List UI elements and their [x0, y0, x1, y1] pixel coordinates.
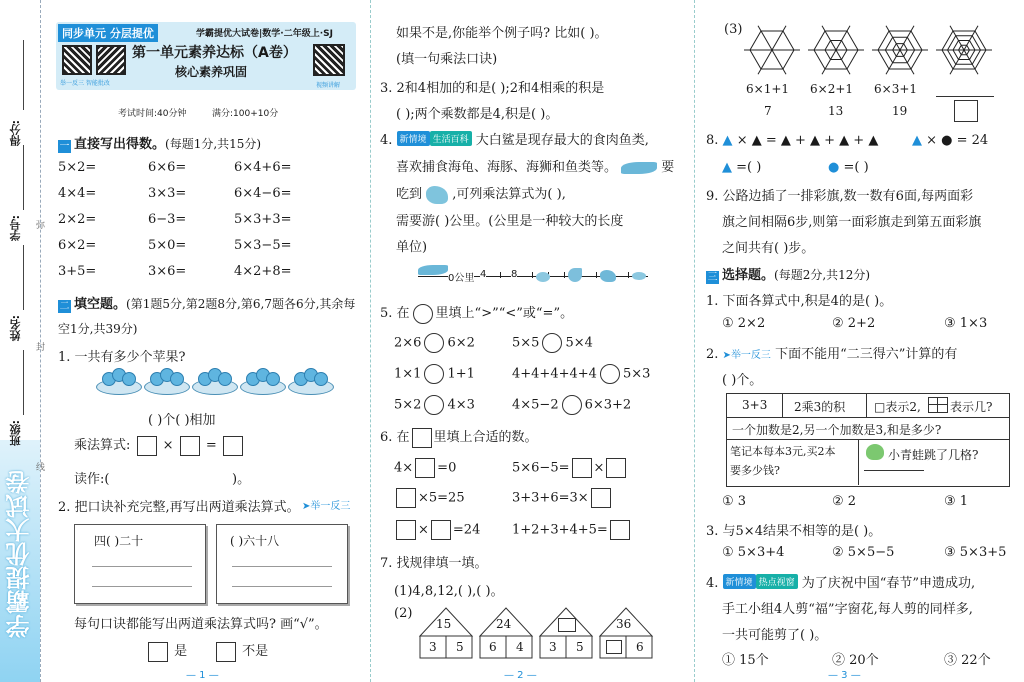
q8-equation-1: × ▲ = ▲ + ▲ + ▲ + ▲: [736, 133, 879, 148]
house-top-number: 36: [616, 617, 632, 631]
web-expression: 6×3+1: [874, 82, 918, 96]
q1-formula-label: 乘法算式:: [74, 438, 131, 453]
fish-icon: [632, 272, 646, 280]
web-expression: 6×2+1: [810, 82, 854, 96]
compare-expr: 4+4+4+4+4: [512, 366, 597, 382]
c1-option-2[interactable]: ② 2+2: [832, 316, 876, 331]
compare-circle[interactable]: [424, 364, 444, 384]
shark-on-line-icon: [418, 265, 448, 275]
answer-box[interactable]: [572, 458, 592, 478]
c3-option-3[interactable]: ③ 5×3+5: [944, 545, 1007, 560]
middle-top-line2: (填一句乘法口诀): [396, 52, 498, 67]
compare-circle[interactable]: [424, 333, 444, 353]
q4-text-b-tail: 要: [661, 160, 675, 175]
answer-box[interactable]: [137, 436, 157, 456]
q6-row3-right: 1+2+3+4+5=: [512, 520, 632, 540]
section1-item: 6×4+6=: [234, 160, 292, 175]
house-left-number: 6: [489, 640, 497, 654]
q9-line1: 9. 公路边插了一排彩旗,数一数有6面,每两面彩: [706, 189, 974, 204]
house-answer-box[interactable]: [606, 640, 622, 654]
c2-line2: ( )个。: [722, 373, 763, 388]
section1-item: 5×3−5=: [234, 238, 292, 253]
compare-expr: 5×3: [622, 366, 651, 382]
house-answer-box[interactable]: [558, 618, 576, 632]
compare-expr: 1+1: [447, 366, 475, 382]
web-value: 13: [828, 104, 844, 118]
compare-circle[interactable]: [542, 333, 562, 353]
table-vline-1: [782, 393, 783, 417]
card2-line-2: [232, 586, 332, 587]
c4-tag-hot: 热点视窗: [756, 574, 798, 589]
rhyme-card-2-text: ( )六十八: [230, 534, 280, 548]
full-score: 满分:100+10分: [212, 109, 279, 119]
q4-line4: 需要游( )公里。(公里是一种较大的长度: [396, 214, 624, 229]
seal-dashed-line: [40, 0, 41, 682]
number-line-tick: [532, 272, 533, 278]
compare-expr: 2×6: [394, 335, 422, 351]
compare-expr: 1×1: [394, 366, 422, 382]
q6-prefix: 6. 在: [380, 430, 410, 445]
compare-circle[interactable]: [562, 395, 582, 415]
q1-read-close: )。: [232, 472, 251, 487]
turtle-icon: [536, 272, 550, 282]
page-number-3: — 3 —: [828, 670, 861, 681]
section2-heading: [58, 292, 358, 342]
table-r2: 一个加数是2,另一个加数是3,和是多少?: [732, 423, 942, 437]
qr-right-caption: 视频讲解: [316, 82, 341, 89]
section1-note: (每题1分,共15分): [165, 137, 262, 151]
qr-code-left-2[interactable]: [96, 45, 126, 75]
answer-box[interactable]: [610, 520, 630, 540]
section1-number: 一: [59, 141, 70, 152]
compare-left: [394, 364, 475, 384]
house-right-number: 5: [456, 640, 464, 654]
answer-box[interactable]: [396, 520, 416, 540]
student-id-label: 学号:: [9, 215, 22, 242]
house-top-number: 15: [436, 617, 452, 631]
number-house: [478, 606, 534, 660]
c3-option-1[interactable]: ① 5×3+4: [722, 545, 785, 560]
middle-top-line1: 如果不是,你能举个例子吗? 比如( )。: [396, 26, 608, 41]
column-divider-2: [694, 0, 695, 682]
q6-row2-right: 3+3+6=3×: [512, 488, 613, 508]
q2-no: [214, 640, 268, 662]
web-expression: 6×1+1: [746, 82, 790, 96]
q6-row2-left: ×5=25: [394, 488, 465, 508]
compare-expr: 4×5−2: [512, 397, 559, 413]
table-vline-3: [858, 439, 859, 485]
shark-icon: [621, 162, 657, 174]
card1-line-2: [92, 586, 192, 587]
apple-icon: [314, 372, 328, 386]
c3-option-2[interactable]: ② 5×5−5: [832, 545, 895, 560]
section1-item: 5×3+3=: [234, 212, 292, 227]
compare-expr: 4×3: [447, 397, 475, 413]
section3-number: 三: [707, 272, 718, 283]
section1-item: 6−3=: [148, 212, 187, 227]
answer-box[interactable]: [415, 458, 435, 478]
compare-right: [512, 395, 631, 415]
q6-text: [380, 426, 538, 448]
web-answer-box[interactable]: [954, 100, 978, 122]
section1-title: 直接写出得数。: [74, 137, 166, 152]
table-vline-2: [866, 393, 867, 417]
c4-option-2[interactable]: ② 20个: [832, 653, 879, 668]
apple-icon: [218, 372, 232, 386]
q8-answer-2-text: =( ): [843, 160, 869, 175]
q1-blank-line: ( )个( )相加: [148, 413, 216, 428]
q7-part3-label: (3): [724, 22, 743, 37]
section1-item: 3+5=: [58, 264, 97, 279]
house-right-number: 4: [516, 640, 524, 654]
exam-time: 考试时间:40分钟: [118, 109, 187, 119]
spider-web: [867, 20, 933, 80]
sample-circle: [413, 304, 433, 324]
compare-expr: 5×4: [565, 335, 593, 351]
compare-circle[interactable]: [600, 364, 620, 384]
spine-brand: 学霸提优大试卷: [6, 470, 34, 638]
section1-item: 5×2=: [58, 160, 97, 175]
answer-box[interactable]: [396, 488, 416, 508]
grid-shape-icon: [928, 397, 948, 413]
no-label: 不是: [242, 644, 269, 659]
triangle-icon: ▲: [912, 133, 922, 148]
q4-text-a: 大白鲨是现存最大的食肉鱼类,: [475, 133, 649, 148]
spider-web: [739, 20, 805, 80]
compare-expr: 5×2: [394, 397, 422, 413]
c3-text: 3. 与5×4结果不相等的是( )。: [706, 524, 882, 539]
q8-answer-2: [828, 160, 869, 175]
section1-item: 3×3=: [148, 186, 187, 201]
compare-expr: 5×5: [512, 335, 540, 351]
q8-answer-1: [722, 160, 761, 175]
table-r3c1b: 要多少钱?: [730, 464, 780, 477]
number-line-label-0: 0公里: [448, 269, 474, 284]
section1-item: 6×6=: [148, 160, 187, 175]
number-line-tick: [628, 272, 629, 278]
compare-right: [512, 333, 593, 353]
section1-item: 5×0=: [148, 238, 187, 253]
q1-read-label: 读作:(: [74, 472, 110, 487]
q3-line2: ( );两个乘数都是4,积是( )。: [396, 107, 559, 122]
c1-text: 1. 下面各算式中,积是4的是( )。: [706, 294, 893, 309]
section1-item: 4×4=: [58, 186, 97, 201]
c1-option-3[interactable]: ③ 1×3: [944, 316, 988, 331]
circle-icon: ●: [828, 160, 840, 175]
q8-number: 8.: [706, 133, 719, 148]
column-divider-1: [370, 0, 371, 682]
seal-word-2: 封: [36, 343, 46, 353]
compare-left: [394, 395, 475, 415]
c2-option-1[interactable]: ① 3: [722, 494, 747, 509]
section3-note: (每题2分,共12分): [774, 268, 871, 282]
c4-option-1[interactable]: ① 15个: [722, 653, 769, 668]
section1-item: 6×4−6=: [234, 186, 292, 201]
class-line: [23, 350, 24, 415]
c1-option-1[interactable]: ① 2×2: [722, 316, 766, 331]
q7-text: 7. 找规律填一填。: [380, 556, 488, 571]
qr-code-right[interactable]: [313, 44, 345, 76]
page-subtitle: 核心素养巩固: [175, 65, 248, 79]
c4-text-a: 为了庆祝中国“春节”申遗成功,: [801, 576, 976, 591]
compare-left: [394, 333, 475, 353]
c4-tag-new: 新情境: [723, 574, 756, 589]
seal-word-3: 线: [36, 463, 46, 473]
c4-line3: 一共可能剪了( )。: [722, 628, 828, 643]
table-hline-2: [726, 439, 1009, 440]
q1-text: 1. 一共有多少个苹果?: [58, 350, 186, 365]
c2-tag-label: 举一反三: [730, 350, 771, 361]
apple-icon: [122, 372, 136, 386]
section1-item: 2×2=: [58, 212, 97, 227]
page-title: 第一单元素养达标（A卷）: [132, 45, 297, 61]
number-house: [418, 606, 474, 660]
c2-tag: ➤举一反三: [722, 350, 771, 361]
c4-line2: 手工小组4人剪“福”字窗花,每人剪的同样多,: [722, 602, 973, 617]
page-number-1: — 1 —: [186, 670, 219, 681]
c2-line1: 2. ➤举一反三 下面不能用“二三得六”计算的有: [706, 347, 958, 362]
q5-prefix: 5. 在: [380, 306, 410, 321]
name-label: 姓名:: [9, 315, 22, 342]
c2-text-a: 下面不能用“二三得六”计算的有: [775, 347, 958, 362]
web-expression-line: [936, 96, 994, 97]
name-line: [23, 245, 24, 310]
card2-line-1: [232, 566, 332, 567]
section1-heading: [58, 133, 261, 153]
compare-expr: 6×3+2: [584, 397, 632, 413]
q4-line5: 单位): [396, 240, 428, 255]
q5-text: [380, 302, 573, 324]
seal-word-1: 弥: [36, 221, 46, 231]
q8-equation-2: × ● = 24: [926, 133, 989, 148]
section3-title: 选择题。: [722, 268, 775, 283]
q3-line1: 3. 2和4相加的和是( );2和4相乘的积是: [380, 81, 605, 96]
c4-option-3[interactable]: ③ 22个: [944, 653, 991, 668]
web-value: 7: [764, 104, 772, 118]
q4-tag-life: 生活百科: [430, 131, 472, 146]
q4-text-c: ,可列乘法算式为( ),: [452, 187, 566, 202]
frog-track: [864, 470, 924, 471]
q2-ask: 每句口诀都能写出两道乘法算式吗? 画“√”。: [74, 617, 328, 632]
q4-text-c-pre: 吃到: [396, 187, 423, 202]
q2-yes: [146, 640, 187, 662]
q4-line1: 4. 新情境 生活百科 大白鲨是现存最大的食肉鱼类,: [380, 133, 649, 148]
apple-icon: [266, 372, 280, 386]
score-line: [23, 40, 24, 110]
q7-part2-label: (2): [394, 606, 413, 621]
number-line-label-8: 8: [511, 269, 518, 280]
section3-heading: [706, 264, 870, 284]
triangle-icon: ▲: [722, 133, 733, 148]
spider-web: [803, 20, 869, 80]
yes-label: 是: [174, 644, 188, 659]
answer-box[interactable]: [591, 488, 611, 508]
q8-line1: [706, 133, 878, 148]
dolphin-icon: [568, 268, 582, 282]
sample-box: [412, 428, 432, 448]
table-r3c2: 小青蛙跳了几格?: [888, 448, 979, 462]
number-line-tick: [596, 272, 597, 278]
section2-title: 填空题。: [74, 297, 127, 312]
q8-answer-1-text: =( ): [736, 160, 762, 175]
table-r1c4: 表示几?: [950, 400, 993, 414]
web-value: 19: [892, 104, 908, 118]
answer-box[interactable]: [180, 436, 200, 456]
number-line-tick: [500, 272, 501, 278]
compare-circle[interactable]: [424, 395, 444, 415]
q9-line2: 旗之间相隔6步,则第一面彩旗走到第五面彩旗: [722, 215, 982, 230]
frog-icon: [866, 444, 884, 460]
q4-line2: [396, 156, 674, 175]
section2-note: (第1题5分,第2题8分,第6,7题各6分,其余每空1分,共39分): [58, 297, 356, 336]
c2-option-2[interactable]: ② 2: [832, 494, 857, 509]
q6-row3-left: × =24: [394, 520, 480, 540]
c2-option-3[interactable]: ③ 1: [944, 494, 969, 509]
table-r1c3: □表示2,: [874, 400, 921, 414]
q1-formula: [74, 434, 245, 456]
answer-box[interactable]: [223, 436, 243, 456]
q6-row1-right: 5×6−5= ×: [512, 458, 628, 478]
table-r1c1: 3+3: [742, 398, 768, 412]
section1-item: 3×6=: [148, 264, 187, 279]
q6-suffix: 里填上合适的数。: [433, 430, 538, 445]
header-tag: 同步单元 分层提优: [58, 24, 158, 42]
table-r3c1a: 笔记本每本3元,买2本: [730, 445, 836, 458]
section1-item: 6×2=: [58, 238, 97, 253]
student-id-line: [23, 145, 24, 210]
q2-text: 2. 把口诀补充完整,再写出两道乘法算式。: [58, 500, 300, 515]
house-left-number: 3: [549, 640, 557, 654]
qr-left-caption: 举一反三 智能批改: [60, 80, 110, 87]
section1-item: 4×2+8=: [234, 264, 292, 279]
house-top-number: 24: [496, 617, 512, 631]
header-series: 学霸提优大试卷|数学·二年级上·SJ: [196, 29, 333, 39]
class-label: 班级:: [9, 420, 22, 447]
card1-line-1: [92, 566, 192, 567]
answer-box[interactable]: [431, 520, 451, 540]
q4-tag-new: 新情境: [397, 131, 430, 146]
answer-box[interactable]: [606, 458, 626, 478]
compare-expr: 6×2: [447, 335, 475, 351]
q6-row1-left: 4× =0: [394, 458, 456, 478]
times-sign: ×: [162, 438, 174, 453]
score-label: 得分:: [9, 120, 22, 147]
seal-on-line-icon: [600, 270, 616, 282]
table-hline-1: [726, 417, 1009, 418]
compare-right: [512, 364, 650, 384]
equals-sign: =: [205, 438, 217, 453]
q2-tag-label: 举一反三: [310, 501, 351, 512]
house-left-number: 3: [429, 640, 437, 654]
q2-tag: ➤举一反三: [302, 501, 351, 512]
page-number-2: — 2 —: [504, 670, 537, 681]
table-r1c2: 2乘3的积: [794, 400, 846, 414]
checkbox-yes[interactable]: [148, 642, 168, 662]
qr-code-left-1[interactable]: [62, 45, 92, 75]
q9-line3: 之间共有( )步。: [722, 241, 815, 256]
number-house: [538, 606, 594, 660]
q4-line3: [396, 183, 566, 204]
seal-icon: [426, 186, 448, 204]
c4-line1: 4. 新情境 热点视窗 为了庆祝中国“春节”申遗成功,: [706, 576, 976, 591]
apple-icon: [170, 372, 184, 386]
number-line-label-4: 4: [480, 269, 487, 280]
q5-suffix: 里填上“>”“<”或“=”。: [435, 306, 574, 321]
house-right-number: 6: [636, 640, 644, 654]
q7-part1: (1)4,8,12,( ),( )。: [394, 584, 504, 599]
q8-eq2: [912, 133, 988, 148]
q4-text-b: 喜欢捕食海龟、海豚、海狮和鱼类等。: [396, 160, 618, 175]
spider-web: [931, 20, 997, 80]
checkbox-no[interactable]: [216, 642, 236, 662]
number-line-tick: [564, 272, 565, 278]
rhyme-card-1-text: 四( )二十: [94, 534, 144, 548]
triangle-icon: ▲: [722, 160, 732, 175]
section2-number: 二: [59, 301, 70, 312]
house-right-number: 5: [576, 640, 584, 654]
